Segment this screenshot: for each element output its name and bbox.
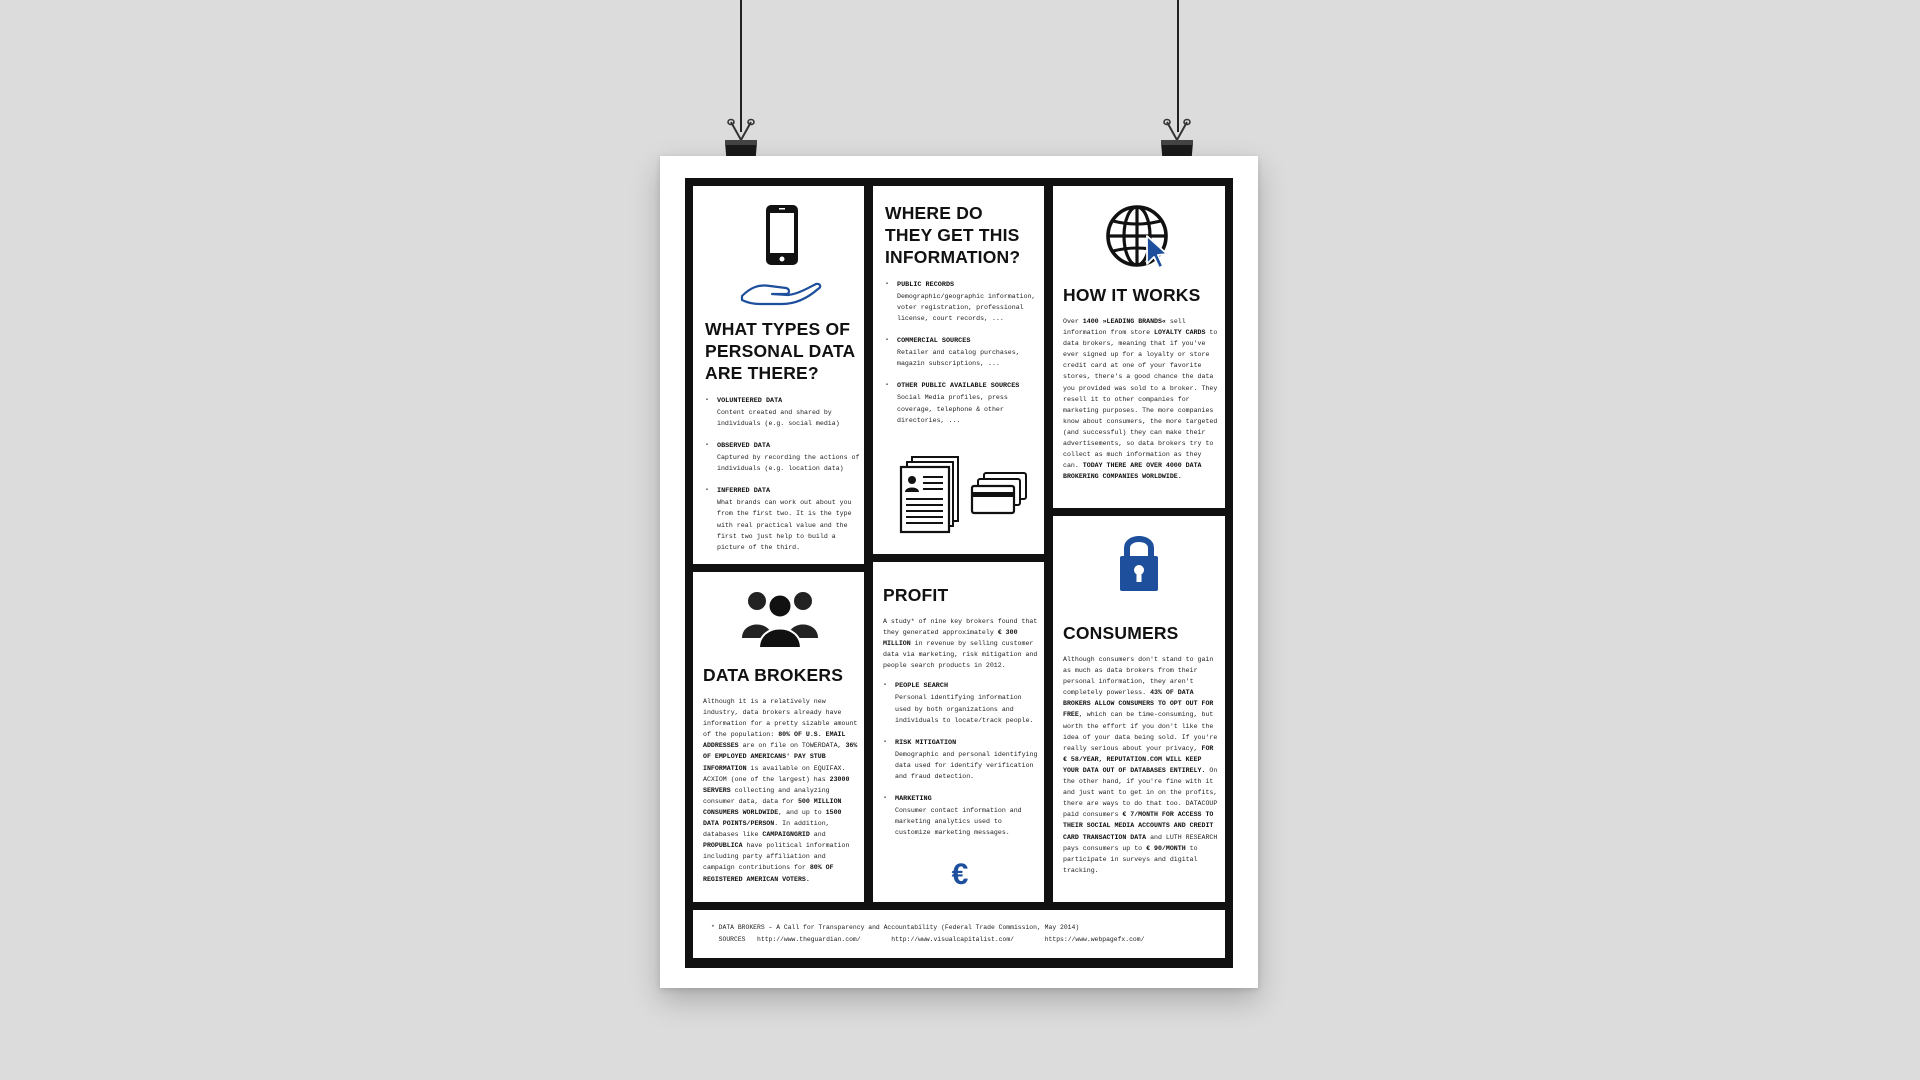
brokers-body: Although it is a relatively new industry, data brokers already have information for a pretty sizable amount of the population: 80% OF U.S. EMAIL ADDRESSES are on file on TOWERDATA, 36% OF EMPLOYED AMERICANS' PAY STUB INFORMATION is available on EQUIFAX. ACXIOM (one of the largest) has 23000 SERVERS collecting and analyzing consumer data, data for 500 MILLION CONSUMERS WORLDWIDE, and up to 1500 DATA POINTS/PERSON. In addition, databases like CAMPAIGNGRID and PROPUBLICA have political information including party affiliation and campaign contributions for 80% OF REGISTERED AMERICAN VOTERS.: [703, 698, 858, 883]
euro-icon: €: [951, 858, 969, 891]
list-item: - PUBLIC RECORDS Demographic/geographic information, voter registration, professional license, court records, ...: [885, 280, 1036, 323]
hanging-wire-right: [1177, 0, 1179, 132]
source-link: https://www.webpagefx.com/: [1044, 936, 1145, 943]
globe-icon: [1105, 204, 1175, 274]
list-item: - INFERRED DATA What brands can work out about you from the first two. It is the type with real practical value and the first two just help to build a picture of the third.: [705, 486, 852, 551]
profit-body: A study* of nine key brokers found that they generated approximately € 300 MILLION in revenue by selling customer data via marketing, risk mitigation and people search products in 2012.: [883, 618, 1038, 670]
sources-line: SOURCES http://www.theguardian.com/ http://www.visualcapitalist.com/ https://www.webpagefx.com/: [718, 936, 1145, 943]
poster: [660, 156, 1258, 988]
consumers-body: Although consumers don't stand to gain as much as data brokers from their personal information, they aren't completely powerless. 43% OF DATA BROKERS ALLOW CONSUMERS TO OPT OUT FOR FREE, which can be time-consuming, but worth the effort if you don't like the idea of your data being sold. If you're really serious about your privacy, FOR € 58/YEAR, REPUTATION.COM WILL KEEP YOUR DATA OUT OF DATABASES ENTIRELY. On the other hand, if you're fine with it and just want to get in on the profits, there are ways to do that too. DATACOUP paid consumers € 7/MONTH FOR ACCESS TO THEIR SOCIAL MEDIA ACCOUNTS AND CREDIT CARD TRANSACTION DATA and LUTH RESEARCH pays consumers up to € 90/MONTH to participate in surveys and digital tracking.: [1063, 656, 1218, 874]
smartphone-icon: [765, 204, 799, 266]
documents-icon: [898, 456, 962, 534]
hanging-wire-left: [740, 0, 742, 132]
panel-consumers: [1053, 516, 1225, 902]
padlock-icon: [1119, 534, 1159, 592]
panel-how-it-works: [1053, 186, 1225, 508]
how-heading: HOW IT WORKS: [1063, 285, 1201, 305]
people-icon: [742, 588, 818, 648]
list-item: - MARKETING Consumer contact information and marketing analytics used to customize marketing messages.: [883, 794, 1022, 837]
types-heading: WHAT TYPES OF PERSONAL DATA ARE THERE?: [705, 319, 856, 383]
list-item: - VOLUNTEERED DATA Content created and shared by individuals (e.g. social media): [705, 396, 840, 428]
credit-cards-icon: [970, 472, 1028, 516]
list-item: - OTHER PUBLIC AVAILABLE SOURCES Social Media profiles, press coverage, telephone & other directories, ...: [885, 381, 1020, 424]
how-body: Over 1400 »LEADING BRANDS« sell information from store LOYALTY CARDS to data brokers, meaning that if you've ever signed up for a loyalty or store credit card at one of your favorite stores, there's a good chance the data you provided was sold to a broker. They resell it to other companies for marketing purposes. The more companies know about consumers, the more targeted (and successful) they can make their advertisements, so data brokers try to collect as much information as they can. TODAY THERE ARE OVER 4000 DATA BROKERING COMPANIES WORLDWIDE.: [1063, 318, 1218, 481]
source-link: http://www.visualcapitalist.com/: [891, 936, 1015, 943]
panel-types-of-data: [693, 186, 864, 564]
where-heading: WHERE DO THEY GET THIS INFORMATION?: [885, 203, 1021, 267]
profit-heading: PROFIT: [883, 585, 949, 605]
poster-frame: [685, 178, 1233, 968]
panel-profit: [873, 562, 1044, 902]
source-link: http://www.theguardian.com/: [757, 936, 861, 943]
panel-data-brokers: [693, 572, 864, 902]
list-item: - RISK MITIGATION Demographic and personal identifying data used for identify verification and fraud detection.: [883, 737, 1038, 780]
hand-icon: [740, 274, 822, 306]
list-item: - OBSERVED DATA Captured by recording the actions of individuals (e.g. location data): [705, 441, 860, 473]
consumers-heading: CONSUMERS: [1063, 623, 1179, 643]
list-item: - PEOPLE SEARCH Personal identifying information used by both organizations and individuals to locate/track people.: [883, 681, 1034, 724]
brokers-heading: DATA BROKERS: [703, 665, 844, 685]
panel-footer: [693, 910, 1225, 958]
panel-where-info: [873, 186, 1044, 554]
footnote: * DATA BROKERS – A Call for Transparency and Accountability (Federal Trade Commission, May 2014): [711, 924, 1080, 931]
list-item: - COMMERCIAL SOURCES Retailer and catalog purchases, magazin subscriptions, ...: [885, 336, 1020, 368]
